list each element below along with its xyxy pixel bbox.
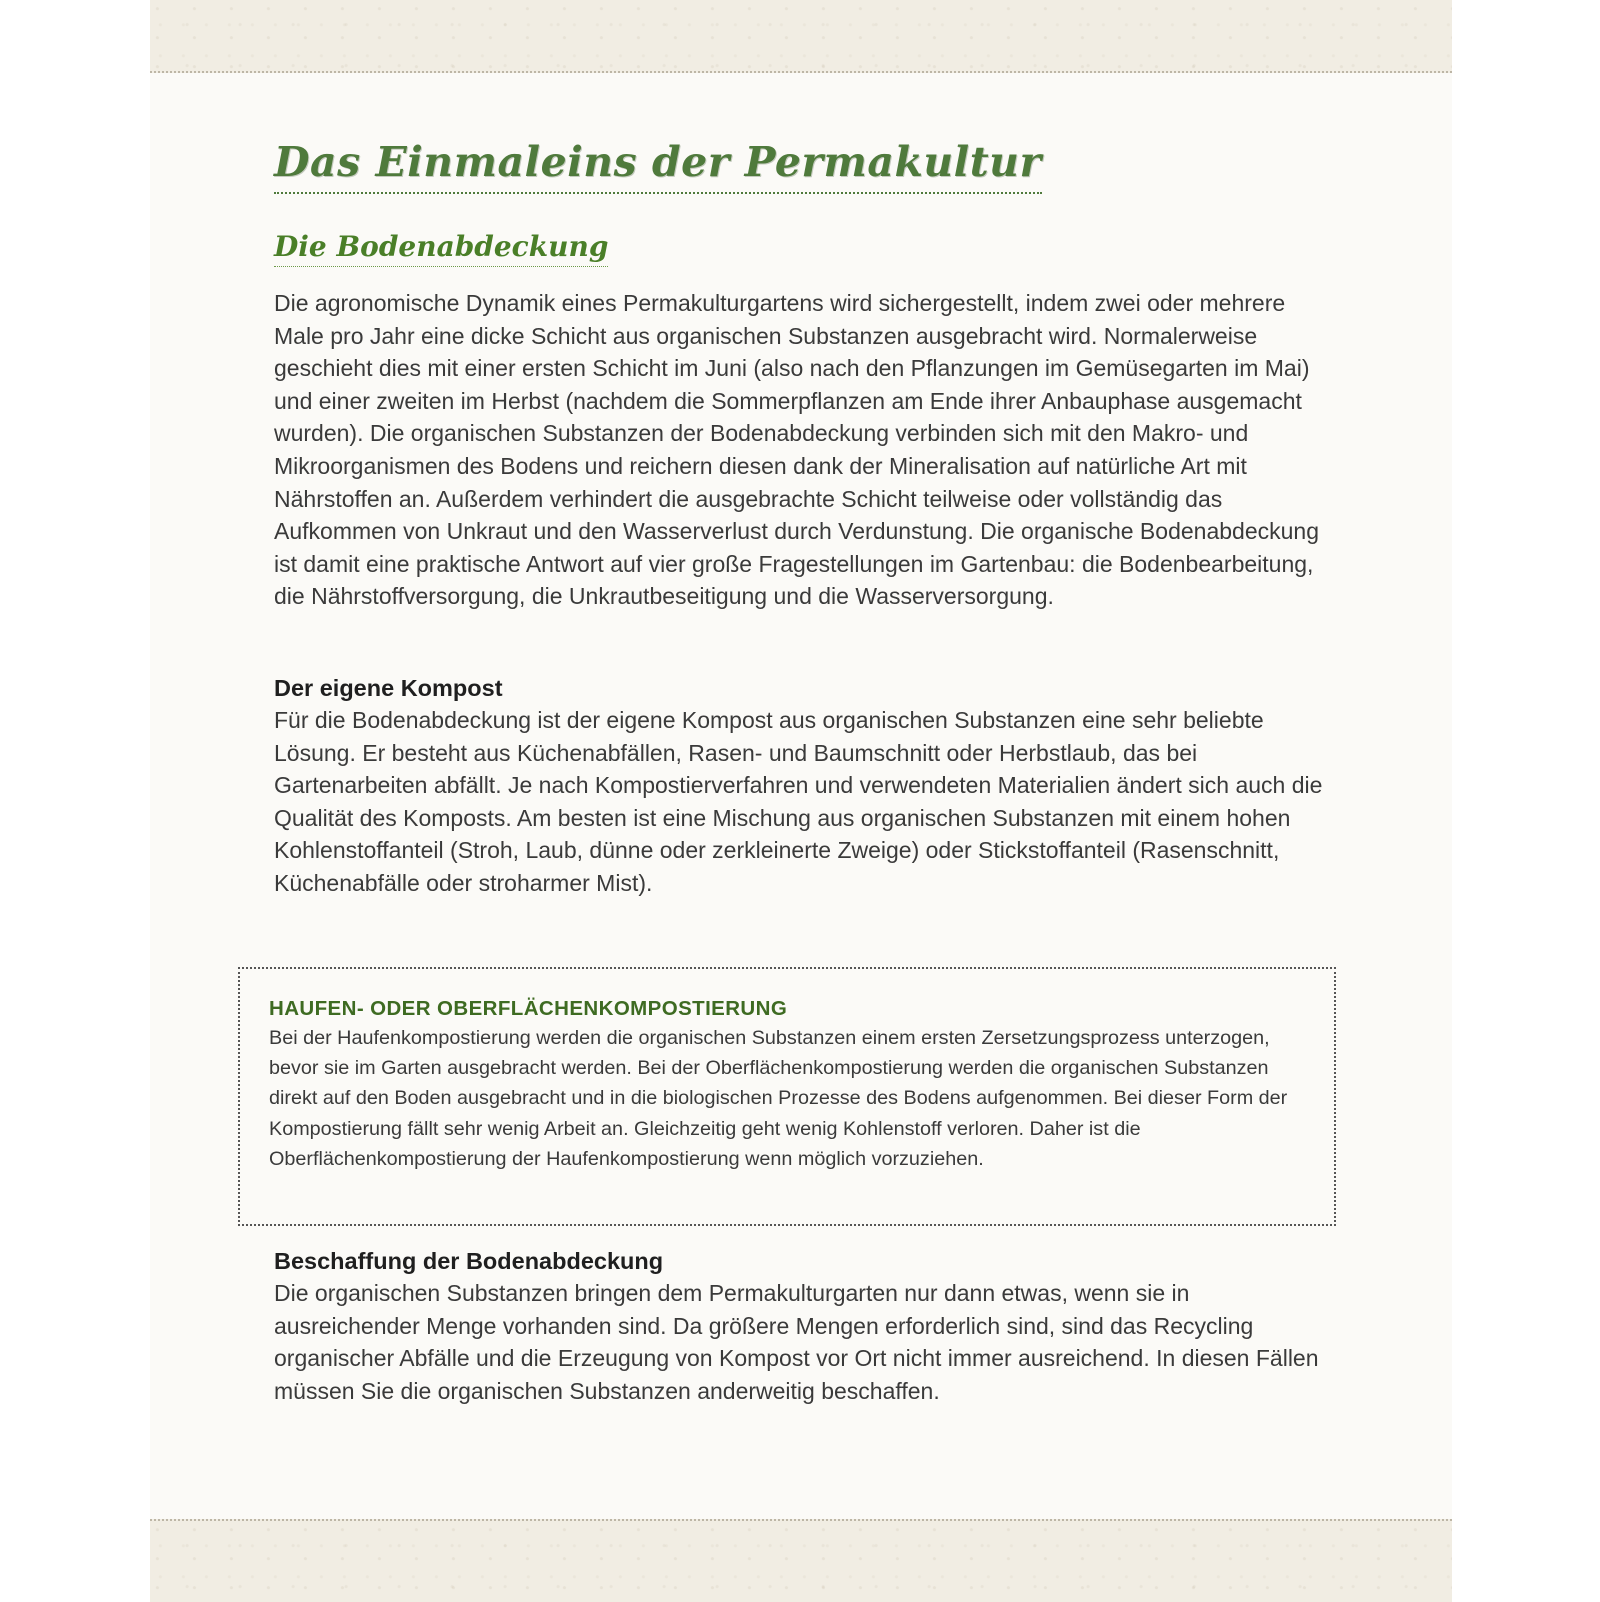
page-title: Das Einmaleins der Permakultur bbox=[274, 138, 1042, 194]
kompost-paragraph: Für die Bodenabdeckung ist der eigene Kompost aus organischen Substanzen eine sehr beliebte Lösung. Er besteht aus Küchenabfällen, Rasen- und Baumschnitt oder Herbstlaub, das bei Gartenarbeiten abfällt. Je nach Kompostierverfahren und verwendeten Materialien ändert sich auch die Qualität des Komposts. Am besten ist eine Mischung aus organischen Substanzen mit einem hohen Kohlenstoffanteil (Stroh, Laub, dünne oder zerkleinerte Zweige) oder Stickstoffanteil (Rasenschnitt, Küchenabfälle oder stroharmer Mist). bbox=[274, 707, 1323, 896]
book-page bbox=[150, 0, 1452, 1600]
intro-paragraph: Die agronomische Dynamik eines Permakulturgartens wird sichergestellt, indem zwei oder mehrere Male pro Jahr eine dicke Schicht aus organischen Substanzen ausgebracht wird. Normalerweise geschieht dies mit einer ersten Schicht im Juni (also nach den Pflanzungen im Gemüsegarten im Mai) und einer zweiten im Herbst (nachdem die Sommerpflanzen am Ende ihrer Anbauphase ausgemacht wurden). Die organischen Substanzen der Bodenabdeckung verbinden sich mit den Makro- und Mikroorganismen des Bodens und reichern diesen dank der Mineralisation auf natürliche Art mit Nährstoffen an. Außerdem verhindert die ausgebrachte Schicht teilweise oder vollständig das Aufkommen von Unkraut und den Wasserverlust durch Verdunstung. Die organische Bodenabdeckung ist damit eine praktische Antwort auf vier große Fragestellungen im Gartenbau: die Bodenbearbeitung, die Nährstoffversorgung, die Unkrautbeseitigung und die Wasserversorgung. bbox=[274, 290, 1319, 610]
info-box bbox=[238, 967, 1336, 1226]
beschaffung-heading: Beschaffung der Bodenabdeckung bbox=[274, 1248, 664, 1274]
info-box-text: Bei der Haufenkompostierung werden die organischen Substanzen einem ersten Zersetzungsprozess unterzogen, bevor sie im Garten ausgebracht werden. Bei der Oberflächenkompostierung werden die organischen Substanzen direkt auf den Boden ausgebracht und in die biologischen Prozesse des Bodens aufgenommen. Bei dieser Form der Kompostierung fällt sehr wenig Arbeit an. Gleichzeitig geht wenig Kohlenstoff verloren. Daher ist die Oberflächenkompostierung der Haufenkompostierung wenn möglich vorzuziehen. bbox=[269, 1027, 1288, 1170]
beschaffung-paragraph: Die organischen Substanzen bringen dem Permakulturgarten nur dann etwas, wenn sie in ausreichender Menge vorhanden sind. Da größere Mengen erforderlich sind, sind das Recycling organischer Abfälle und die Erzeugung von Kompost vor Ort nicht immer ausreichend. In diesen Fällen müssen Sie die organischen Substanzen anderweitig beschaffen. bbox=[274, 1280, 1319, 1404]
kompost-section bbox=[274, 672, 1334, 900]
beschaffung-section bbox=[274, 1245, 1334, 1407]
decorative-paper-band-top bbox=[150, 0, 1452, 73]
kompost-heading: Der eigene Kompost bbox=[274, 675, 503, 701]
info-box-title: HAUFEN- ODER OBERFLÄCHENKOMPOSTIERUNG bbox=[269, 997, 788, 1020]
section-title: Die Bodenabdeckung bbox=[274, 230, 608, 267]
decorative-paper-band-bottom bbox=[150, 1519, 1452, 1602]
